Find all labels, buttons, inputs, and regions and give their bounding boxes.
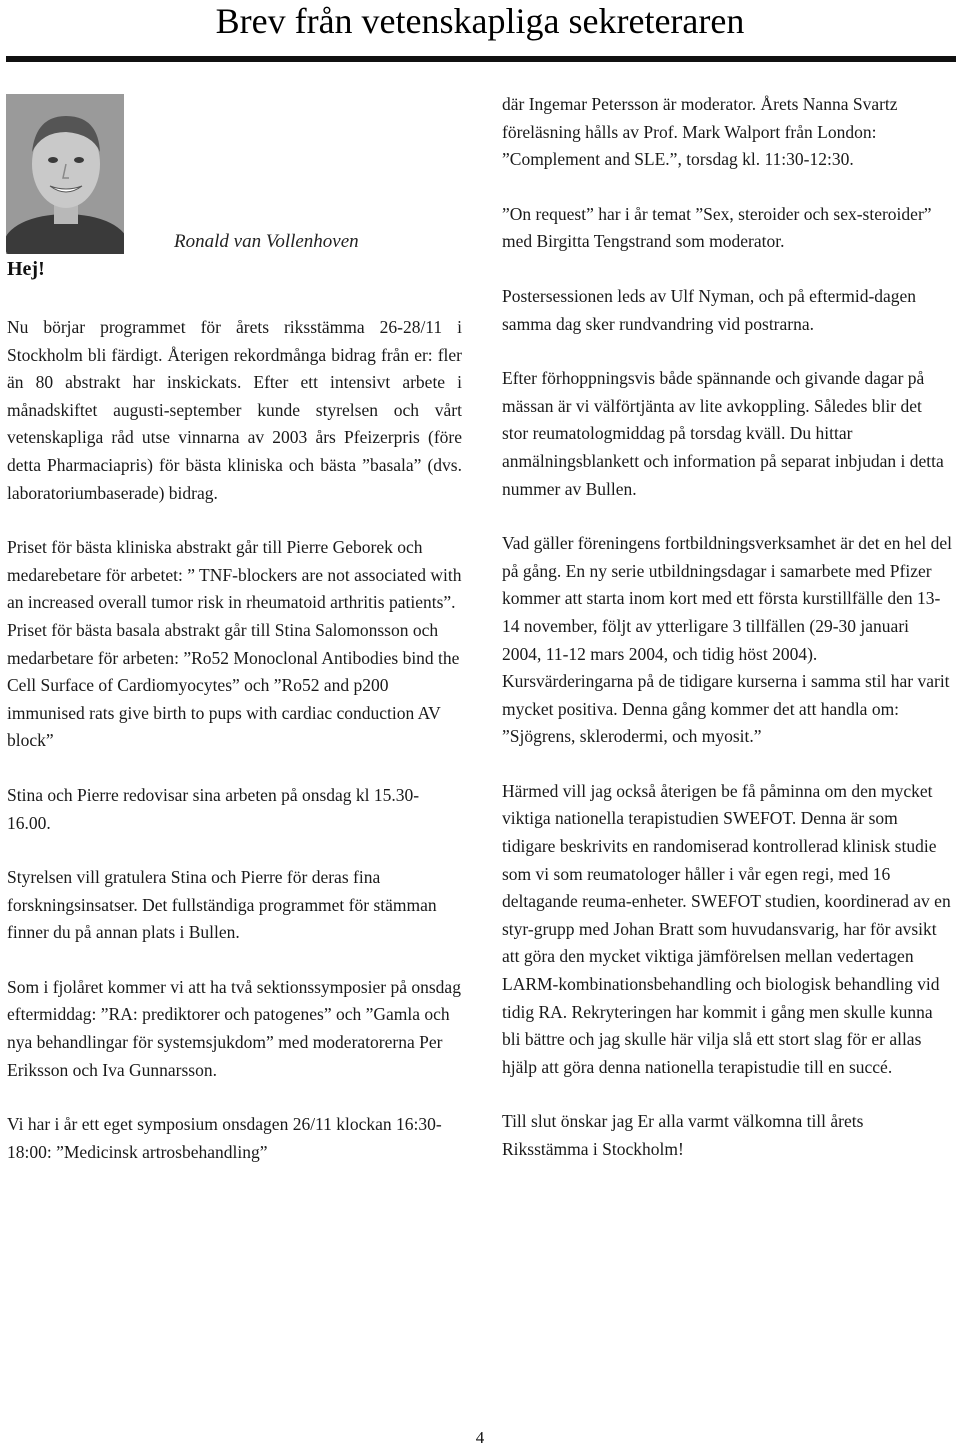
paragraph: Nu börjar programmet för årets riksstämma 26-28/11 i Stockholm bli färdigt. Återigen rekordmånga bidrag från er: fler än 80 abstrakt har inskickats. Efter ett intensivt arbete i månadskiftet augusti-september kunde styrelsen och vårt vetenskapliga råd utse vinnarna av 2003 års Pfeizerpris (före detta Pharmaciapris) för bästa kliniska och bästa ”basala” (dvs. laboratoriumbaserade) bidrag.: [7, 317, 462, 503]
paragraph: Till slut önskar jag Er alla varmt välkomna till årets Riksstämma i Stockholm!: [502, 1111, 864, 1159]
page-number: 4: [475, 1428, 485, 1447]
paragraph: ”On request” har i år temat ”Sex, steroider och sex-steroider” med Birgitta Tengstrand som moderator.: [502, 203, 932, 252]
paragraph: Vi har i år ett eget symposium onsdagen 26/11 klockan 16:30-18:00: ”Medicinsk artrosbehandling”: [7, 1114, 442, 1162]
paragraph: Postersessionen leds av Ulf Nyman, och på eftermid-dagen samma dag sker rundvandring vid postrarna.: [502, 285, 917, 334]
paragraph: Stina och Pierre redovisar sina arbeten på onsdag kl 15.30-16.00.: [7, 784, 420, 833]
photo-caption: Ronald van Vollenhoven: [174, 231, 359, 252]
greeting: Hej!: [7, 258, 45, 280]
right-column: [502, 91, 952, 1191]
paragraph: Efter förhoppningsvis både spännande och givande dagar på mässan är vi välförtjänta av lite avkoppling. Således blir det stor reumatologmiddag på torsdag kväll. Du hittar anmälningsblankett och information på separat inbjudan i detta nummer av Bullen.: [502, 368, 944, 499]
paragraph: Priset för bästa kliniska abstrakt går till Pierre Geborek och medarebetare för arbetet: ” TNF-blockers are not associated with an increased overall tumor risk in rheumatoid arthritis patients”. Priset för bästa basala abstrakt går till Stina Salomonsson och medarbetare för arbeten: ”Ro52 Monoclonal Antibodies bind the Cell Surface of Cardiomyocytes” och ”Ro52 and p200 immunised rats give birth to pups with cardiac conduction AV block”: [7, 537, 462, 751]
left-column: [7, 314, 462, 1193]
title-rule: [6, 56, 956, 62]
author-photo: [6, 94, 124, 254]
page-title: Brev från vetenskapliga sekreteraren: [215, 1, 745, 41]
paragraph: Härmed vill jag också återigen be få påminna om den mycket viktiga nationella terapistudien SWEFOT. Denna är som tidigare beskrivits en randomiserad kontrollerad klinisk studie som vi som reumatologer håller i vår egen regi, med 16 deltagande reuma-enheter. SWEFOT studien, koordinerad av en styr-grupp med Johan Bratt som huvudansvarig, har för avsikt att göra den mycket viktiga jämförelsen mellan vedertagen LARM-kombinationsbehandling och biologisk behandling vid tidig RA. Rekryteringen har kommit i gång men skulle kunna bli bättre och jag skulle här vilja slå ett stort slag för er allas hjälp att göra denna nationella terapistudie till en succé.: [502, 780, 951, 1077]
paragraph: Som i fjolåret kommer vi att ha två sektionssymposier på onsdag eftermiddag: ”RA: prediktorer och patogenes” och ”Gamla och nya behandlingar för systemsjukdom” med moderatorerna Per Eriksson och Iva Gunnarsson.: [7, 976, 461, 1080]
paragraph: Vad gäller föreningens fortbildningsverksamhet är det en hel del på gång. En ny serie utbildningsdagar i samarbete med Pfizer kommer att starta inom kort med ett första kurstillfälle den 13-14 november, följt av ytterligare 3 tillfällen (29-30 januari 2004, 11-12 mars 2004, och tidig höst 2004). Kursvärderingarna på de tidigare kurserna i samma stil har varit mycket positiva. Denna gång kommer det att handla om: ”Sjögrens, sklerodermi, och myosit.”: [502, 533, 952, 747]
paragraph: Styrelsen vill gratulera Stina och Pierre för deras fina forskningsinsatser. Det fullständiga programmet för stämman finner du på annan plats i Bullen.: [7, 867, 437, 943]
paragraph: där Ingemar Petersson är moderator. Årets Nanna Svartz föreläsning hålls av Prof. Mark Walport från London: ”Complement and SLE.”, torsdag kl. 11:30-12:30.: [502, 94, 898, 170]
